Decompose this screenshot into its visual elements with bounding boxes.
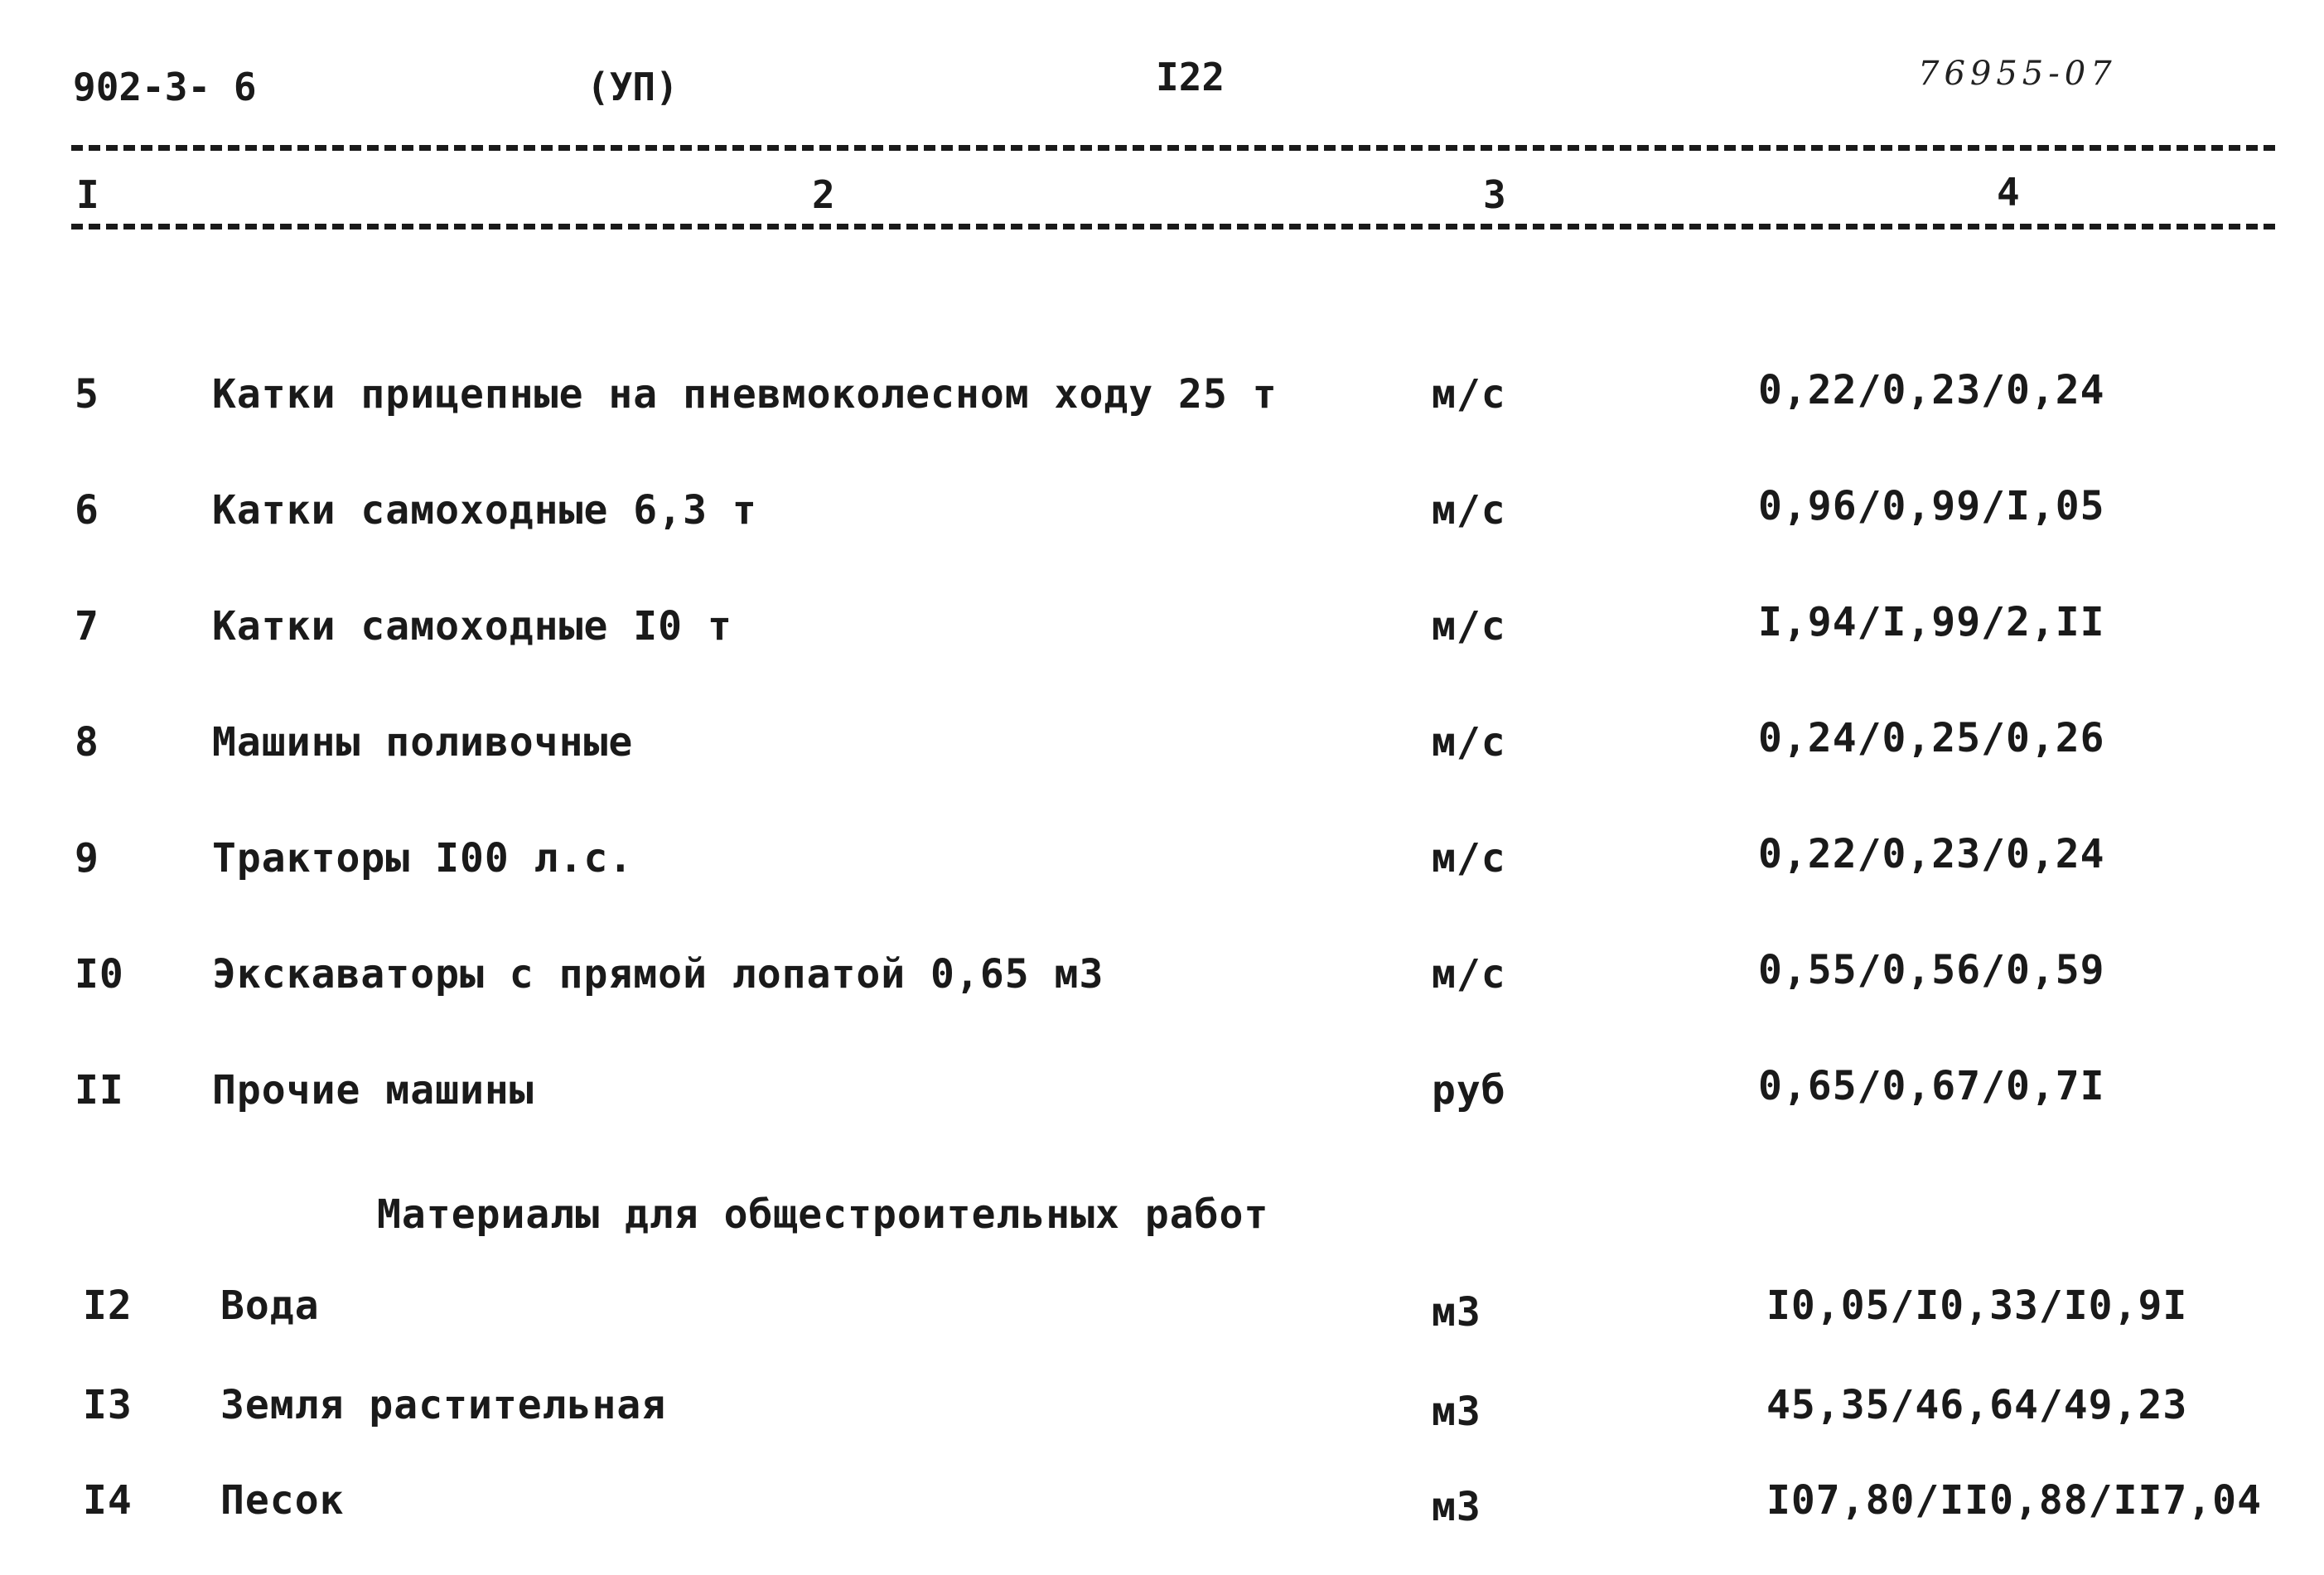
row-name: Земля растительная <box>220 1382 667 1428</box>
row-value: I07,80/II0,88/II7,04 <box>1766 1477 2262 1524</box>
row-unit: м/с <box>1432 719 1506 766</box>
document-code: 902-3- 6 <box>73 65 257 109</box>
row-number: 7 <box>75 603 99 650</box>
row-name: Вода <box>220 1283 320 1329</box>
row-name: Катки самоходные 6,3 т <box>212 487 757 534</box>
row-value: 0,55/0,56/0,59 <box>1758 947 2105 993</box>
row-value: 0,65/0,67/0,7I <box>1758 1063 2105 1109</box>
row-value: 0,24/0,25/0,26 <box>1758 715 2105 761</box>
row-number: 5 <box>75 371 99 418</box>
row-unit: м/с <box>1432 835 1506 882</box>
row-unit: м3 <box>1432 1389 1481 1435</box>
dashed-rule-top <box>71 145 2275 151</box>
row-number: 6 <box>75 487 99 534</box>
row-number: I3 <box>83 1382 133 1428</box>
row-unit: м/с <box>1432 371 1506 418</box>
column-number-3: 3 <box>1483 172 1506 217</box>
row-name: Катки самоходные I0 т <box>212 603 732 650</box>
row-number: I0 <box>75 951 124 998</box>
row-name: Экскаваторы с прямой лопатой 0,65 м3 <box>212 951 1104 998</box>
row-name: Прочие машины <box>212 1067 534 1114</box>
row-number: 9 <box>75 835 99 882</box>
column-number-1: I <box>76 172 99 217</box>
row-number: II <box>75 1067 124 1114</box>
row-unit: м/с <box>1432 603 1506 650</box>
document-mark: (УП) <box>587 65 679 109</box>
row-unit: руб <box>1432 1067 1506 1114</box>
row-value: 0,96/0,99/I,05 <box>1758 483 2105 529</box>
row-name: Тракторы I00 л.с. <box>212 835 634 882</box>
row-unit: м3 <box>1432 1289 1481 1336</box>
row-value: 0,22/0,23/0,24 <box>1758 831 2105 877</box>
row-unit: м/с <box>1432 487 1506 534</box>
row-number: 8 <box>75 719 99 766</box>
row-value: I,94/I,99/2,II <box>1758 599 2105 645</box>
row-name: Машины поливочные <box>212 719 634 766</box>
dashed-rule-header <box>71 224 2275 229</box>
row-number: I4 <box>83 1477 133 1524</box>
row-name: Катки прицепные на пневмоколесном ходу 25 т <box>212 371 1278 418</box>
column-number-2: 2 <box>812 172 835 217</box>
row-unit: м/с <box>1432 951 1506 998</box>
column-number-4: 4 <box>1997 170 2020 215</box>
row-value: 45,35/46,64/49,23 <box>1766 1382 2188 1428</box>
row-value: 0,22/0,23/0,24 <box>1758 367 2105 413</box>
handwritten-stamp: 76955-07 <box>1918 55 2117 93</box>
page-number: I22 <box>1156 55 1225 99</box>
row-value: I0,05/I0,33/I0,9I <box>1766 1283 2188 1329</box>
row-name: Песок <box>220 1477 345 1524</box>
row-unit: м3 <box>1432 1484 1481 1530</box>
row-number: I2 <box>83 1283 133 1329</box>
section-heading: Материалы для общестроительных работ <box>377 1191 1269 1238</box>
